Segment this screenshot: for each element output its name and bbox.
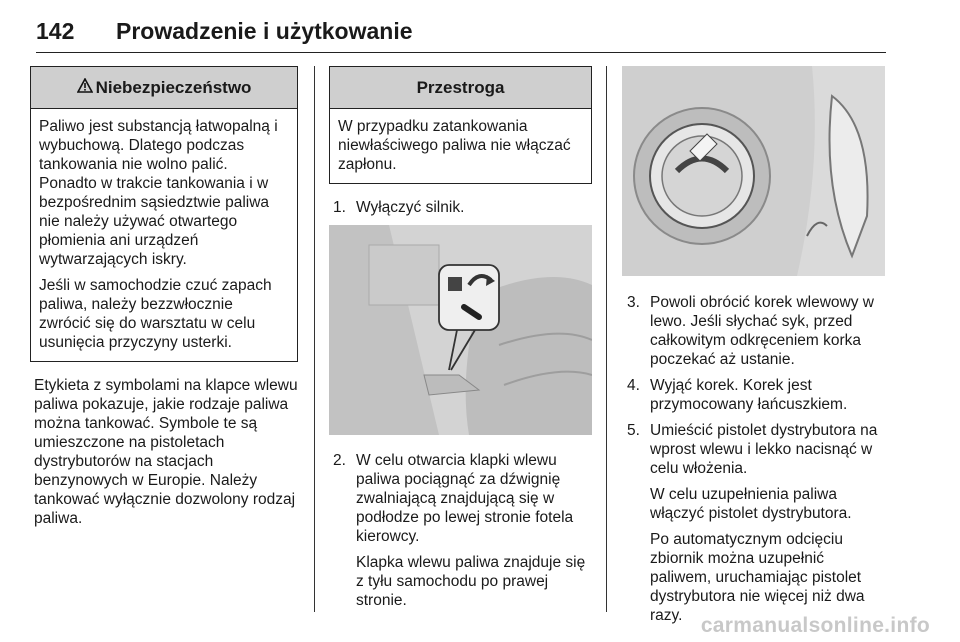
step-number: 3. <box>627 294 640 311</box>
steps-list-c <box>622 293 885 625</box>
release-lever-figure <box>329 225 592 435</box>
danger-box <box>30 66 298 362</box>
page-header <box>36 8 886 53</box>
list-item <box>627 421 885 625</box>
caution-box <box>329 66 592 184</box>
list-item <box>627 293 885 369</box>
step-text: Umieścić pistolet dystrybutora na wprost wlewu i lekko nacisnąć w celu włożenia. <box>650 422 878 477</box>
caution-box-body <box>330 109 591 183</box>
steps-list-b <box>329 451 592 610</box>
list-item <box>333 451 592 610</box>
step-number: 2. <box>333 452 346 469</box>
danger-box-title: Niebezpieczeństwo <box>95 77 252 97</box>
step-text: Wyłączyć silnik. <box>356 199 465 216</box>
page-number: 142 <box>36 18 75 44</box>
danger-paragraph: Paliwo jest substancją łatwopalną i wybuchową. Dlatego podczas tankowania nie wolno palić. Ponadto w trakcie tankowania i w bezpośrednim sąsiedztwie paliwa nie należy używać otwartego płomienia ani urządzeń wytwarzających iskry. <box>39 118 278 268</box>
left-column <box>30 66 298 528</box>
step-text: W celu otwarcia klapki wlewu paliwa pociągnąć za dźwignię zwalniającą znajdującą się w podłodze po lewej stronie fotela kierowcy. <box>356 452 574 545</box>
step-text: W celu uzupełnienia paliwa włączyć pistolet dystrybutora. <box>650 486 852 522</box>
middle-column <box>329 66 592 617</box>
fuel-label-text: Etykieta z symbolami na klapce wlewu paliwa pokazuje, jakie rodzaje paliwa można tankować. Symbole te są umieszczone na pistoletach dystrybutorów na stacjach benzynowych w Europie. Należy tankować wyłącznie dozwolony rodzaj paliwa. <box>34 377 298 527</box>
danger-box-header <box>31 67 297 109</box>
watermark: carmanualsonline.info <box>700 614 930 637</box>
caution-text: W przypadku zatankowania niewłaściwego paliwa nie włączać zapłonu. <box>338 118 571 173</box>
right-column <box>622 66 885 632</box>
column-divider-right <box>606 66 607 612</box>
step-number: 4. <box>627 377 640 394</box>
caution-box-title: Przestroga <box>416 77 505 97</box>
list-item <box>627 376 885 414</box>
caution-box-header <box>330 67 591 109</box>
step-number: 5. <box>627 422 640 439</box>
step-text: Powoli obrócić korek wlewowy w lewo. Jeśli słychać syk, przed całkowitym odkręceniem korka poczekać aż ustanie. <box>650 294 874 368</box>
steps-list-a <box>329 198 592 217</box>
step-number: 1. <box>333 199 346 216</box>
warning-triangle-icon <box>77 78 93 98</box>
step-text: Po automatycznym odcięciu zbiornik można uzupełnić paliwem, uruchamiając pistolet dystrybutora nie więcej niż dwa razy. <box>650 531 865 624</box>
list-item <box>333 198 592 217</box>
danger-box-body <box>31 109 297 361</box>
column-divider-left <box>314 66 315 612</box>
fuel-filler-figure <box>622 66 885 276</box>
page-title: Prowadzenie i użytkowanie <box>116 18 413 44</box>
step-text: Klapka wlewu paliwa znajduje się z tyłu samochodu po prawej stronie. <box>356 554 586 609</box>
step-text: Wyjąć korek. Korek jest przymocowany łańcuszkiem. <box>650 377 848 413</box>
danger-paragraph: Jeśli w samochodzie czuć zapach paliwa, należy bezzwłocznie zwrócić się do warsztatu w celu usunięcia przyczyny usterki. <box>39 277 272 351</box>
